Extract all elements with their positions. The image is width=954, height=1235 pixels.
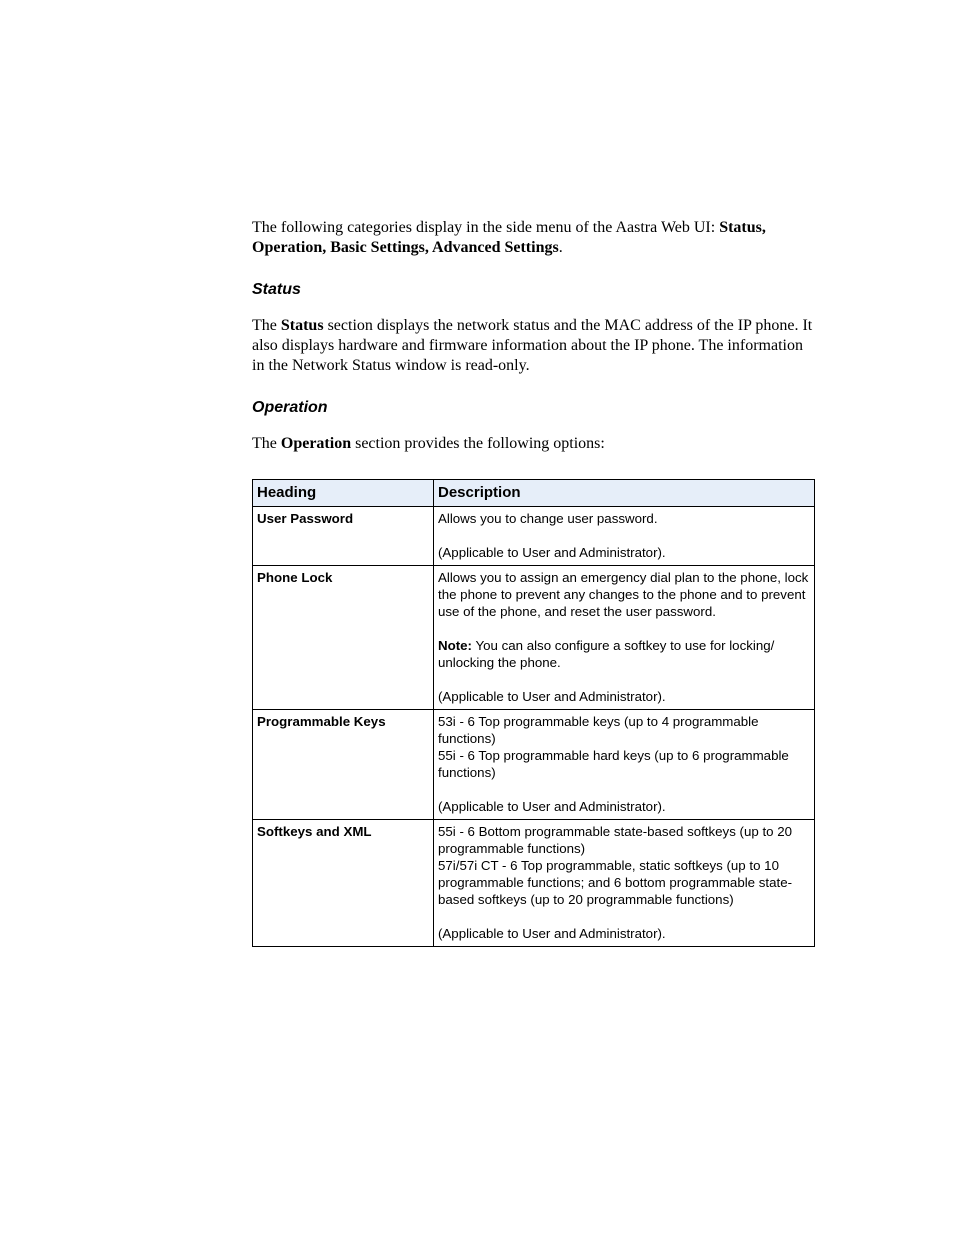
note-body: You can also configure a softkey to use for locking/ unlocking the phone. bbox=[438, 638, 775, 670]
description-text: 55i - 6 Top programmable hard keys (up to 6 programmable functions) bbox=[438, 748, 789, 780]
row-heading-softkeys-and-xml: Softkeys and XML bbox=[253, 820, 434, 947]
operation-para-start: The bbox=[252, 435, 281, 452]
table-row bbox=[253, 507, 815, 566]
table-row bbox=[253, 566, 815, 710]
spacer bbox=[438, 908, 810, 925]
intro-text: The following categories display in the side menu of the Aastra Web UI: bbox=[252, 219, 720, 236]
intro-paragraph bbox=[252, 218, 814, 258]
description-text: Allows you to assign an emergency dial plan to the phone, lock the phone to prevent any changes to the phone and to prevent use of the phone, and reset the user password. bbox=[438, 570, 809, 619]
applicable-text: (Applicable to User and Administrator). bbox=[438, 689, 666, 704]
description-text: 57i/57i CT - 6 Top programmable, static softkeys (up to 10 programmable functions; and 6 bottom programmable state-based softkeys (up to 20 programmable functions) bbox=[438, 858, 793, 907]
spacer bbox=[438, 781, 810, 798]
spacer bbox=[438, 620, 810, 637]
operation-para-rest: section provides the following options: bbox=[351, 435, 605, 452]
operation-para-bold: Operation bbox=[280, 435, 352, 452]
row-heading-programmable-keys: Programmable Keys bbox=[253, 710, 434, 820]
operation-heading: Operation bbox=[252, 399, 328, 416]
status-heading: Status bbox=[252, 281, 301, 298]
description-text: 53i - 6 Top programmable keys (up to 4 programmable functions) bbox=[438, 714, 759, 746]
row-description bbox=[434, 507, 815, 566]
table-row bbox=[253, 710, 815, 820]
spacer bbox=[438, 527, 810, 544]
operation-paragraph bbox=[252, 434, 814, 454]
document-page bbox=[252, 218, 814, 947]
status-para-bold: Status bbox=[280, 317, 324, 334]
table-header-row bbox=[253, 480, 815, 507]
note-label: Note: bbox=[438, 638, 472, 653]
row-heading-user-password: User Password bbox=[253, 507, 434, 566]
note-text bbox=[438, 637, 810, 671]
intro-end: . bbox=[558, 239, 563, 256]
status-para-start: The bbox=[252, 317, 281, 334]
operation-options-table bbox=[252, 479, 815, 947]
row-description bbox=[434, 710, 815, 820]
table-row bbox=[253, 820, 815, 947]
description-text: 55i - 6 Bottom programmable state-based softkeys (up to 20 programmable functions) bbox=[438, 824, 793, 856]
row-heading-phone-lock: Phone Lock bbox=[253, 566, 434, 710]
applicable-text: (Applicable to User and Administrator). bbox=[438, 926, 666, 941]
column-header-heading: Heading bbox=[253, 480, 434, 507]
status-para-rest: section displays the network status and the MAC address of the IP phone. It also displays hardware and firmware information about the IP phone. The information in the Network Status window is read-only. bbox=[252, 317, 813, 374]
spacer bbox=[438, 671, 810, 688]
status-paragraph bbox=[252, 316, 814, 376]
applicable-text: (Applicable to User and Administrator). bbox=[438, 545, 666, 560]
row-description bbox=[434, 566, 815, 710]
description-text: Allows you to change user password. bbox=[438, 511, 658, 526]
row-description bbox=[434, 820, 815, 947]
intro-categories: Status, Operation, Basic Settings, Advanced Settings bbox=[252, 219, 766, 256]
applicable-text: (Applicable to User and Administrator). bbox=[438, 799, 666, 814]
column-header-description: Description bbox=[434, 480, 815, 507]
